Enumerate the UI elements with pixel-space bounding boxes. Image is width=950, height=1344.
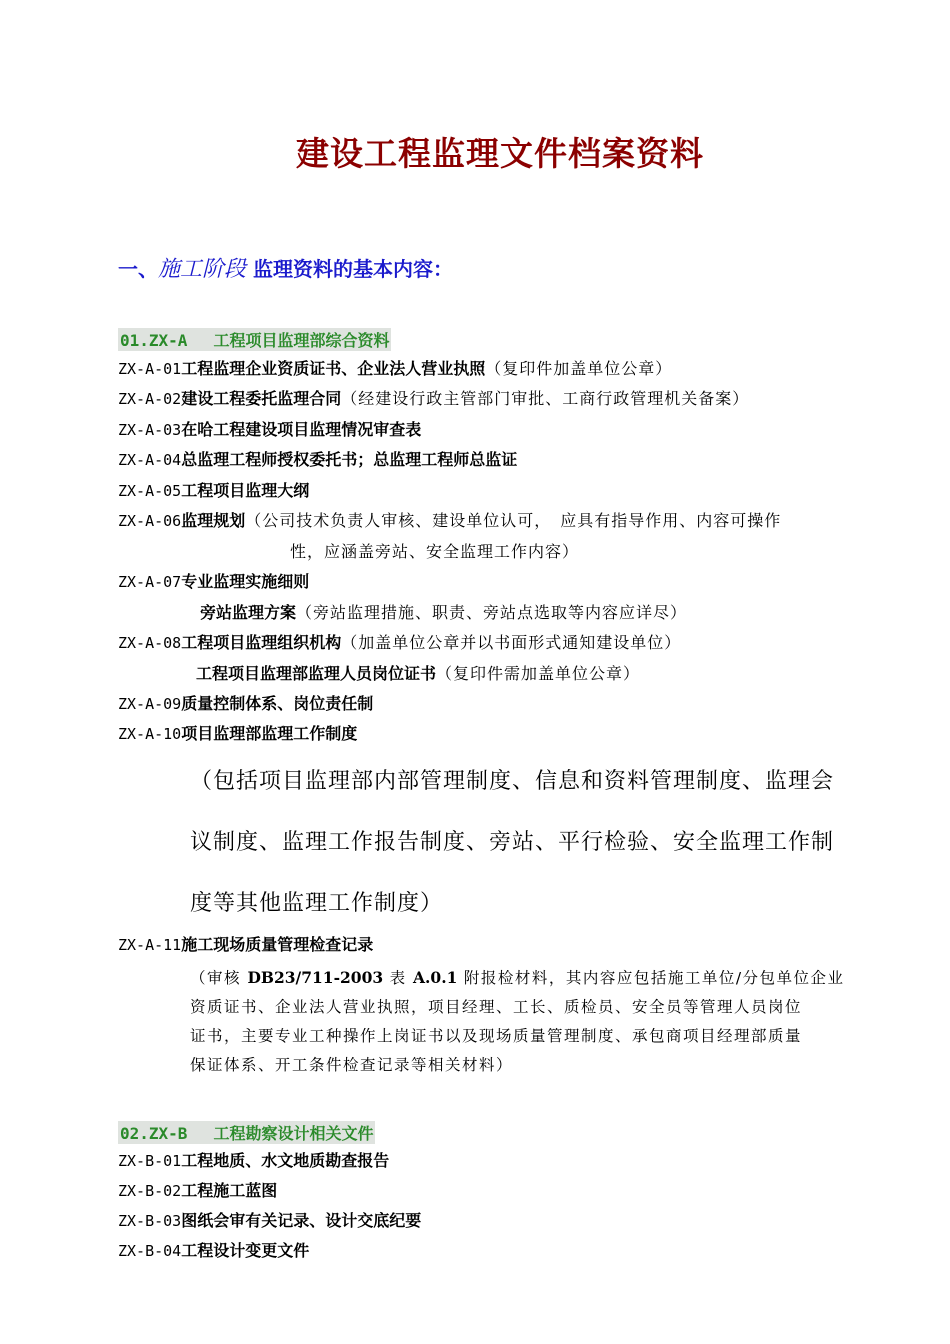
group-heading-b	[118, 1121, 375, 1144]
section-prefix: 一、	[118, 257, 158, 281]
item-note: （公司技术负责人审核、建设单位认可， 应具有指导作用、内容可操作	[245, 511, 782, 530]
group-title: 工程项目监理部综合资料	[213, 331, 390, 350]
list-item-b03	[118, 1211, 421, 1231]
list-item-a09	[118, 694, 373, 714]
a10-detail-line: 度等其他监理工作制度）	[190, 891, 444, 916]
item-title: 质量控制体系、岗位责任制	[181, 694, 374, 713]
list-item-b04	[118, 1241, 309, 1261]
item-title: 项目监理部监理工作制度	[181, 724, 358, 743]
detail-text: 附报检材料，其内容应包括施工单位/分包单位企业	[457, 969, 845, 987]
standard-code: DB23/711-2003	[247, 968, 384, 987]
group-code: 01.ZX-A	[120, 331, 188, 350]
item-code: ZX-A-01	[118, 360, 182, 378]
item-title: 建设工程委托监理合同	[181, 389, 342, 408]
section-rest: 监理资料的基本内容：	[246, 257, 453, 281]
group-heading-a	[118, 328, 391, 351]
item-code: ZX-B-03	[118, 1212, 182, 1230]
document-title: 建设工程监理文件档案资料	[296, 134, 704, 173]
item-title: 工程项目监理大纲	[181, 481, 310, 500]
item-code: ZX-B-01	[118, 1152, 182, 1170]
item-title: 图纸会审有关记录、设计交底纪要	[181, 1211, 422, 1230]
table-code: A.0.1	[413, 968, 458, 987]
item-code: ZX-A-09	[118, 695, 182, 713]
a10-detail-line: 议制度、监理工作报告制度、旁站、平行检验、安全监理工作制	[190, 830, 835, 855]
item-code: ZX-A-02	[118, 390, 182, 408]
item-code: ZX-A-06	[118, 512, 182, 530]
list-item-a04	[118, 450, 517, 470]
group-code: 02.ZX-B	[120, 1124, 188, 1143]
item-title: 工程地质、水文地质勘查报告	[181, 1151, 390, 1170]
item-title: 监理规划	[181, 511, 246, 530]
sub-item-sidestation	[200, 603, 687, 623]
list-item-a11	[118, 935, 373, 955]
detail-text: 表	[383, 969, 413, 987]
item-title: 施工现场质量管理检查记录	[181, 935, 374, 954]
item-note: （经建设行政主管部门审批、工商行政管理机关备案）	[341, 389, 750, 408]
list-item-a07	[118, 572, 309, 592]
item-title: 工程施工蓝图	[181, 1181, 278, 1200]
sub-item-note: （复印件需加盖单位公章）	[436, 664, 641, 683]
list-item-b02	[118, 1181, 277, 1201]
item-title: 工程设计变更文件	[181, 1241, 310, 1260]
list-item-a10	[118, 724, 357, 744]
sub-item-title: 工程项目监理部监理人员岗位证书	[196, 664, 437, 683]
a10-detail-line: （包括项目监理部内部管理制度、信息和资料管理制度、监理会	[190, 769, 835, 794]
list-item-a06	[118, 511, 781, 531]
item-title: 工程监理企业资质证书、企业法人营业执照	[181, 359, 486, 378]
item-code: ZX-B-02	[118, 1182, 182, 1200]
list-item-a03	[118, 420, 421, 440]
detail-text: （审核	[190, 969, 248, 987]
item-code: ZX-A-11	[118, 936, 182, 954]
list-item-a02	[118, 389, 749, 409]
a11-detail-line: 保证体系、开工条件检查记录等相关材料）	[190, 1056, 514, 1074]
sub-item-title: 旁站监理方案	[200, 603, 297, 622]
item-title: 工程项目监理组织机构	[181, 633, 342, 652]
item-note: （加盖单位公章并以书面形式通知建设单位）	[341, 633, 682, 652]
a11-detail-line: 资质证书、企业法人营业执照，项目经理、工长、质检员、安全员等管理人员岗位	[190, 998, 803, 1016]
list-item-a08	[118, 633, 681, 653]
list-item-b01	[118, 1151, 389, 1171]
item-code: ZX-A-08	[118, 634, 182, 652]
item-code: ZX-A-04	[118, 451, 182, 469]
group-title: 工程勘察设计相关文件	[213, 1124, 374, 1143]
item-code: ZX-A-10	[118, 725, 182, 743]
continuation-text: 性，应涵盖旁站、安全监理工作内容）	[290, 542, 580, 561]
item-code: ZX-A-03	[118, 421, 182, 439]
sub-item-note: （旁站监理措施、职责、旁站点选取等内容应详尽）	[296, 603, 688, 622]
item-code: ZX-B-04	[118, 1242, 182, 1260]
section-heading	[118, 252, 453, 283]
a11-detail-line	[190, 966, 845, 988]
a11-detail-line: 证书，主要专业工种操作上岗证书以及现场质量管理制度、承包商项目经理部质量	[190, 1027, 803, 1045]
item-title: 专业监理实施细则	[181, 572, 310, 591]
item-code: ZX-A-07	[118, 573, 182, 591]
item-note-continuation	[290, 542, 579, 562]
list-item-a05	[118, 481, 309, 501]
section-stage: 施工阶段	[158, 257, 247, 282]
item-note: （复印件加盖单位公章）	[485, 359, 673, 378]
list-item-a01	[118, 359, 672, 379]
item-title: 在哈工程建设项目监理情况审查表	[181, 420, 422, 439]
item-title: 总监理工程师授权委托书；总监理工程师总监证	[181, 450, 518, 469]
item-code: ZX-A-05	[118, 482, 182, 500]
sub-item-certificates	[196, 664, 640, 684]
